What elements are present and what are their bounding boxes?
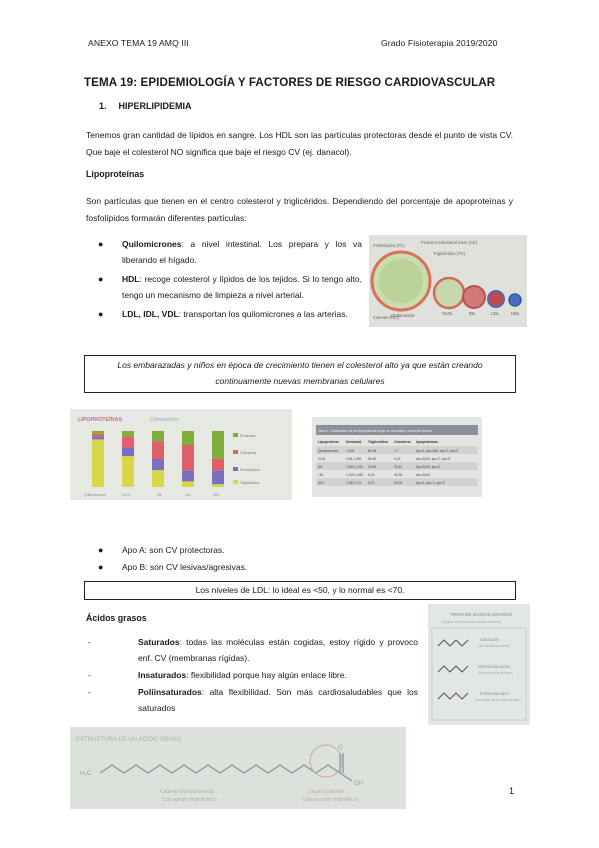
bar-segment: [152, 431, 164, 441]
photo-label: Proteína Colesterol éster (CE): [421, 240, 478, 245]
ldl-text: Los niveles de LDL: lo ideal es <50, y lo normal es <70.: [195, 585, 405, 595]
table-cell: 80-95: [368, 449, 377, 453]
apo-list: [96, 542, 396, 576]
bullet-icon: ●: [98, 308, 104, 319]
table-cell: 1,006-1,019: [346, 465, 364, 469]
list-item: [96, 306, 362, 322]
classification-table-illustration: [312, 417, 482, 497]
bar-segment: [212, 459, 224, 470]
category-label: IDL: [157, 493, 163, 497]
list-item: [86, 634, 418, 666]
category-label: LDL: [185, 493, 192, 497]
table-cell: HDL: [318, 481, 325, 485]
table-cell: LDL: [318, 473, 324, 477]
fatty-acid-types-illustration: [428, 604, 530, 725]
list-text: : transportan los quilomicrones a las arterias.: [178, 308, 348, 319]
bullet-icon: ●: [98, 239, 104, 249]
table-header: Triglicéridos: [368, 440, 389, 444]
table-cell: 20-40: [394, 465, 403, 469]
photo-title: TIPOS DE ÁCIDOS GRASOS: [450, 612, 512, 617]
fat-type-name: Saturados: [480, 637, 500, 642]
bar-segment: [152, 470, 164, 487]
table-cell: Apo B100: [416, 473, 431, 477]
table-cell: 5-10: [368, 481, 375, 485]
bullet-icon: ●: [98, 545, 104, 555]
bar-segment: [212, 484, 224, 487]
bar-segment: [92, 431, 104, 434]
bullet-icon: ●: [98, 273, 104, 284]
photo-label: Triglicéridos (TG): [433, 251, 466, 256]
legend-swatch: [233, 467, 238, 471]
fatty-acids-heading: Ácidos grasos: [86, 613, 147, 623]
fatty-acid-types-photo: [428, 604, 530, 725]
list-text: : todas las moléculas están cogidas, estoy rígido y provoco enf. CV (membranas rígidas).: [138, 637, 418, 663]
table-cell: Apo B100, apo C, apo E: [416, 457, 451, 461]
table-cell: 55-80: [368, 457, 377, 461]
chain-label: Cadena hidrocarbonada: [160, 789, 214, 795]
list-item: [86, 684, 418, 716]
table-cell: 15-25: [394, 481, 403, 485]
table-cell: Apo A, apo B48, apo C, apo E: [416, 449, 459, 453]
list-item: [96, 559, 396, 576]
legend-swatch: [233, 450, 238, 454]
photo-chart-subtitle: Composición: [150, 417, 179, 423]
list-text: : recoge colesterol y lípidos de los tejidos. Si lo tengo alto, tengo un mecanismo de limpieza a nivel arterial.: [122, 273, 362, 301]
table-cell: <0,95: [346, 449, 355, 453]
composition-chart-illustration: [70, 409, 292, 500]
dash-icon: -: [88, 687, 91, 697]
bar-segment: [92, 434, 104, 437]
bar-segment: [182, 445, 194, 470]
composition-chart-photo: [70, 409, 292, 500]
dash-icon: -: [88, 670, 91, 680]
legend-label: Triglicéridos: [240, 481, 260, 485]
photo-label: VLDL: [442, 311, 453, 316]
classification-table-photo: [312, 417, 482, 497]
list-text: Apo B: son CV lesivas/agresivas.: [122, 562, 248, 572]
bar-segment: [182, 431, 194, 445]
group-sublabel: Cabeza polar (hidrofílica): [302, 797, 358, 803]
table-cell: VLDL: [318, 457, 326, 461]
table-caption: Tabla 1. Clasificación de las lipoproteínas según su densidad y contenido lipídico: [318, 429, 433, 433]
group-label: Grupo Carboxilo: [308, 789, 345, 795]
page-number: 1: [509, 786, 515, 796]
legend-swatch: [233, 480, 238, 484]
list-text: : a nivel intestinal. Los prepara y los va liberando el hígado.: [122, 239, 362, 266]
table-cell: 5-15: [394, 457, 401, 461]
photo-title: ESTRUCTURA DE UN ÁCIDO GRASO: [76, 737, 182, 743]
chain-sublabel: Cola apolar (hidrofóbica): [162, 797, 217, 803]
lipoprotein-list: [96, 236, 362, 324]
fat-type-desc: (sin dobles enlaces): [478, 644, 510, 648]
photo-label: HDL: [511, 311, 520, 316]
list-term: Quilomicrones: [122, 239, 182, 249]
photo-label: IDL: [469, 311, 476, 316]
photo-label: LDL: [491, 311, 500, 316]
fatty-acid-structure-photo: [70, 727, 406, 809]
table-cell: Quilomicrones: [318, 449, 339, 453]
table-header: Colesterol: [394, 440, 411, 444]
section-heading-hyperlipidemia: [99, 101, 192, 111]
table-header: Lipoproteína: [318, 440, 339, 444]
bar-segment: [122, 437, 134, 448]
bar-segment: [92, 437, 104, 440]
table-cell: 20-50: [368, 465, 377, 469]
bar-segment: [212, 470, 224, 484]
photo-label: Colesterol (C): [373, 315, 399, 320]
table-cell: 40-50: [394, 473, 403, 477]
lipoproteins-paragraph: Son partículas que tienen en el centro colesterol y triglicéridos. Dependiendo del porcentaje de apoproteínas y fosfolípidos formarán diferentes partículas:: [86, 196, 513, 223]
bullet-icon: ●: [98, 562, 104, 572]
fatty-acid-structure-illustration: [70, 727, 406, 809]
lipoprotein-particles-illustration: [369, 235, 527, 327]
intro-paragraph: Tenemos gran cantidad de lípidos en sangre. Los HDL son las partículas protectoras desde el punto de vista CV. Que baje el colesterol NO significa que baje el riesgo CV (ej. danacol).: [86, 130, 513, 157]
formula-right: OH: [354, 781, 363, 787]
fat-type-name: Poliinsaturados: [480, 691, 509, 696]
dash-icon: -: [88, 637, 91, 647]
section-label: HIPERLIPIDEMIA: [118, 101, 192, 111]
fatty-acids-list: [86, 634, 418, 717]
bar-segment: [152, 459, 164, 470]
formula-oxygen: O: [338, 745, 343, 751]
ldl-box: [84, 581, 516, 600]
bar-segment: [152, 441, 164, 459]
list-item: [96, 271, 362, 304]
note-box: [84, 355, 516, 393]
table-cell: 5-15: [368, 473, 375, 477]
category-label: HDL: [213, 493, 220, 497]
document-title: TEMA 19: EPIDEMIOLOGÍA Y FACTORES DE RIESGO CARDIOVASCULAR: [84, 76, 496, 89]
bar-segment: [122, 431, 134, 437]
list-text: : alta flexibilidad. Son más cardiosaludables que los saturados: [138, 687, 418, 713]
fat-type-name: Monoinsaturados: [478, 664, 511, 669]
lipoprotein-particles-photo: [369, 235, 527, 327]
list-term: Saturados: [138, 637, 180, 647]
list-text: : flexibilidad porque hay algún enlace libre.: [186, 670, 347, 680]
list-item: [96, 542, 396, 559]
list-term: LDL, IDL, VDL: [122, 308, 179, 319]
fat-type-desc: (con un doble enlace): [478, 671, 513, 675]
table-cell: 1,019-1,063: [346, 473, 364, 477]
list-item: [96, 236, 362, 269]
table-cell: 0,95-1,006: [346, 457, 362, 461]
bar-segment: [212, 431, 224, 459]
table-cell: 2-7: [394, 449, 399, 453]
table-cell: Apo B100, apo E: [416, 465, 441, 469]
bar-segment: [182, 481, 194, 487]
table-cell: 1,063-1,21: [346, 481, 362, 485]
table-cell: IDL: [318, 465, 323, 469]
list-text: Apo A: son CV protectoras.: [122, 545, 225, 555]
list-term: Insaturados: [138, 670, 187, 680]
category-label: Quilomicrones: [84, 493, 106, 497]
formula-left: H₃C: [80, 771, 92, 777]
section-number: 1.: [99, 101, 107, 111]
list-item: [86, 667, 418, 683]
list-term: HDL: [122, 273, 140, 284]
bar-segment: [92, 439, 104, 487]
table-header: Densidad: [346, 440, 362, 444]
legend-label: Colesterol: [240, 451, 257, 455]
lipoproteins-heading: Lipoproteínas: [86, 169, 145, 179]
list-term: Poliinsaturados: [138, 687, 202, 697]
photo-label: Quilomicrón: [391, 313, 415, 318]
photo-chart-title: LIPOPROTEÍNAS: [78, 417, 123, 423]
fat-type-desc: (con más de un doble enlace): [476, 698, 521, 702]
header-left: ANEXO TEMA 19 AMQ III: [88, 38, 189, 48]
photo-label: Fosfolípidos (PL): [373, 243, 405, 248]
legend-label: Proteínas: [240, 434, 256, 438]
table-cell: Apo A, apo C, apo E: [416, 481, 445, 485]
legend-label: Fosfolípidos: [240, 468, 260, 472]
photo-subtitle: (según el número de dobles enlaces): [442, 620, 502, 624]
bar-segment: [122, 448, 134, 456]
category-label: VLDL: [122, 493, 131, 497]
legend-swatch: [233, 433, 238, 437]
bar-segment: [122, 456, 134, 487]
note-text: Los embarazadas y niños en época de crecimiento tienen el colesterol alto ya que están creando continuamente nuevas membranas celulares: [117, 360, 483, 386]
header-right: Grado Fisioterapia 2019/2020: [381, 38, 498, 48]
table-header: Apoproteínas: [416, 440, 438, 444]
bar-segment: [182, 470, 194, 481]
